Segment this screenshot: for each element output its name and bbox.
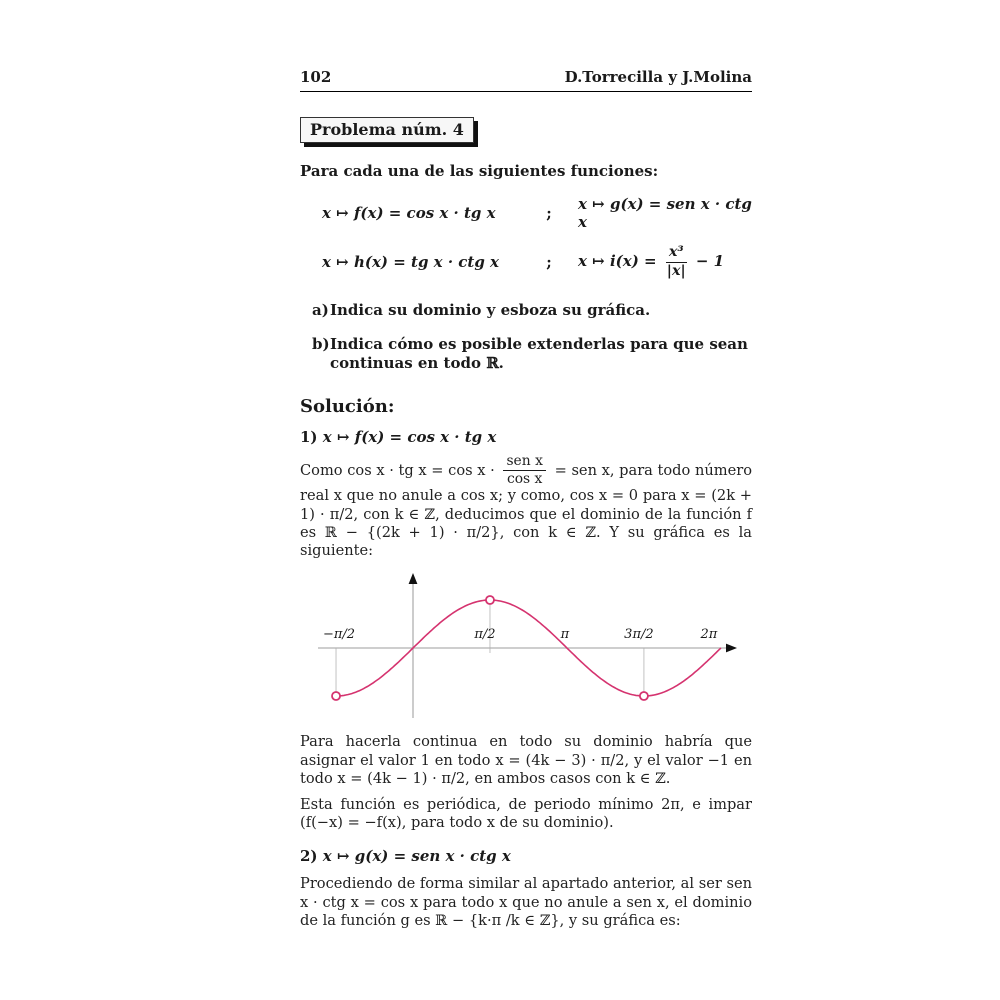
formula-row-1 (300, 195, 752, 231)
sine-curve-chart (316, 568, 756, 726)
item-a (300, 301, 752, 321)
hole-marker (640, 692, 648, 700)
problem-items (300, 301, 752, 374)
page-header (300, 68, 752, 92)
item-a-text: Indica su dominio y esboza su gráfica. (330, 301, 651, 320)
formula-row-2 (300, 245, 752, 279)
formula-i-numerator: x³ (666, 245, 687, 263)
part1-para1-fraction (503, 454, 545, 488)
item-a-label: a) (312, 301, 329, 320)
formula-separator-2: ; (546, 253, 552, 272)
part2-math: x ↦ g(x) = sen x · ctg x (322, 847, 511, 866)
formula-i-fraction (666, 245, 687, 279)
part1-paragraph-2: Para hacerla continua en todo su dominio habría que asignar el valor 1 en todo x = (4k − 3) · π/2, y el valor −1 en todo x = (4k − 1) · π/2, en ambos casos con k ∈ ℤ. (300, 733, 752, 787)
problem-formulas (300, 195, 752, 279)
formula-separator-1: ; (546, 204, 552, 222)
part1-para1-pre: Como cos x · tg x = cos x · (300, 461, 495, 479)
formula-f: x ↦ f(x) = cos x · tg x (322, 204, 496, 222)
x-tick-label: 2π (700, 627, 718, 643)
x-tick-label: 3π/2 (624, 627, 654, 643)
sine-graph-figure (316, 568, 756, 726)
problem-title-box (300, 117, 474, 143)
part1-number: 1) (300, 427, 318, 446)
y-axis-arrow-icon (409, 573, 418, 584)
formula-i (578, 245, 752, 279)
authors: D.Torrecilla y J.Molina (564, 68, 752, 86)
x-tick-label: π/2 (474, 627, 496, 643)
formula-i-pre: x ↦ i(x) = (578, 252, 657, 271)
x-tick-label: −π/2 (322, 627, 356, 643)
item-b-text: Indica cómo es posible extenderlas para que sean continuas en todo ℝ. (330, 334, 748, 373)
part2-paragraph-1: Procediendo de forma similar al apartado anterior, al ser sen x · ctg x = cos x para todo x que no anule a sen x, el dominio de la función g es ℝ − {k·π /k ∈ ℤ}, y su gráfica es: (300, 875, 752, 929)
part1-para1-denominator: cos x (506, 471, 543, 488)
formula-g: x ↦ g(x) = sen x · ctg x (578, 195, 752, 231)
item-b-label: b) (312, 334, 330, 353)
hole-marker (332, 692, 340, 700)
part2-number: 2) (300, 847, 318, 866)
problem-title: Problema núm. 4 (310, 120, 464, 139)
part1-para1-numerator: sen x (503, 454, 545, 471)
part1-para1-post: = sen x, para todo número real x que no anule a cos x; y como, cos x = 0 para x = (2k + 1) · π/2, con k ∈ ℤ, deducimos que el dominio de la función f es ℝ − {(2k + 1) · π/2}, con k ∈ ℤ. Y su gráfica es la siguiente: (300, 461, 752, 560)
part1-paragraph-1 (300, 454, 752, 560)
x-axis-arrow-icon (726, 644, 737, 653)
item-b (300, 335, 752, 374)
formula-h: x ↦ h(x) = tg x · ctg x (322, 253, 499, 272)
page-number: 102 (300, 68, 332, 86)
solution-part1-heading (300, 428, 752, 446)
part1-paragraph-3: Esta función es periódica, de periodo mínimo 2π, e impar (f(−x) = −f(x), para todo x de su dominio). (300, 795, 752, 832)
formula-i-post: − 1 (695, 252, 725, 271)
hole-marker (486, 596, 494, 604)
formula-i-denominator: |x| (666, 262, 686, 279)
solution-part2-heading (300, 847, 752, 865)
problem-intro: Para cada una de las siguientes funciones: (300, 162, 659, 180)
solution-heading: Solución: (300, 395, 395, 417)
page-content (300, 68, 752, 930)
x-tick-label: π (560, 627, 570, 643)
part1-math: x ↦ f(x) = cos x · tg x (322, 427, 497, 446)
